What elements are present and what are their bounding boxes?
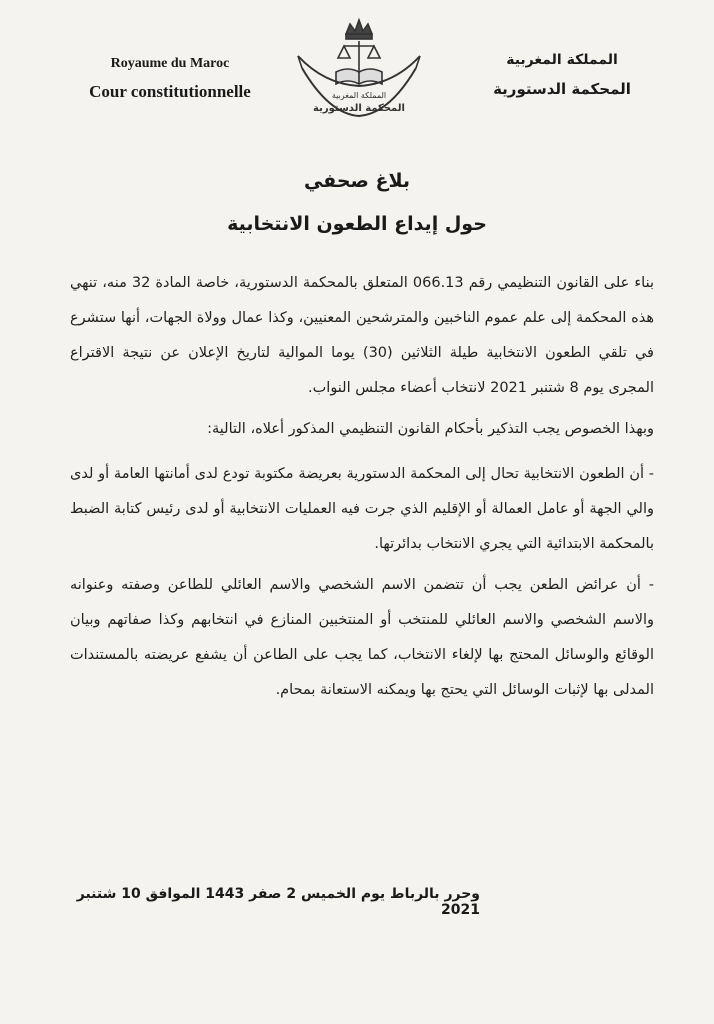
paragraph-filing-rule: - أن الطعون الانتخابية تحال إلى المحكمة الدستورية بعريضة مكتوبة تودع لدى أمانتها العامة أو لدى والي الجهة أو عامل العمالة أو الإقليم الذي جرت فيه العمليات الانتخابية أو لدى رئيس كتابة الضبط بالمحكمة الابتدائية التي يجري الانتخاب بدائرتها. xyxy=(70,466,654,552)
header-fr-kingdom: Royaume du Maroc xyxy=(110,56,230,71)
signature-date-line: وحرر بالرباط يوم الخميس 2 صفر 1443 الموافق 10 شتنبر 2021 xyxy=(76,886,480,918)
paragraph-intro: بناء على القانون التنظيمي رقم 066.13 المتعلق بالمحكمة الدستورية، خاصة المادة 32 منه، تنهي هذه المحكمة إلى علم عموم الناخبين والمترشحين المعنيين، وكذا عمال وولاة الجهات، أنها ستشرع في تلقي الطعون الانتخابية طيلة الثلاثين (30) يوما الموالية لتاريخ الإعلان عن نتيجة الاقتراع المجرى يوم 8 شتنبر 2021 لانتخاب أعضاء مجلس النواب. xyxy=(70,275,654,396)
emblem-text-kingdom: المملكة المغربية xyxy=(331,91,387,100)
paragraph-petition-content: - أن عرائض الطعن يجب أن تتضمن الاسم الشخصي والاسم العائلي للطاعن وصفته وعنوانه والاسم الشخصي والاسم العائلي للمنتخب أو المنتخبين المنازع في انتخابهم وكذا صفاتهم وبيان الوقائع والوسائل المحتج بها لإلغاء الانتخاب، كما يجب على الطاعن أن يشفع عريضته بالمستندات المدلى بها لإثبات الوسائل التي يحتج بها ويمكنه الاستعانة بمحام. xyxy=(70,577,654,698)
header-fr-court: Cour constitutionnelle xyxy=(89,82,251,101)
header-french xyxy=(70,56,270,102)
header-ar-court: المحكمة الدستورية xyxy=(493,80,631,98)
document-body xyxy=(70,266,654,708)
header-arabic xyxy=(482,52,642,98)
paragraph-reminder: وبهذا الخصوص يجب التذكير بأحكام القانون التنظيمي المذكور أعلاه، التالية: xyxy=(207,421,654,437)
press-release-subtitle: حول إيداع الطعون الانتخابية xyxy=(227,213,487,235)
court-emblem xyxy=(284,14,434,126)
header-ar-kingdom: المملكة المغربية xyxy=(506,52,618,68)
press-release-title: بلاغ صحفي xyxy=(303,170,411,192)
emblem-text-court: المحكمة الدستورية xyxy=(313,103,405,114)
